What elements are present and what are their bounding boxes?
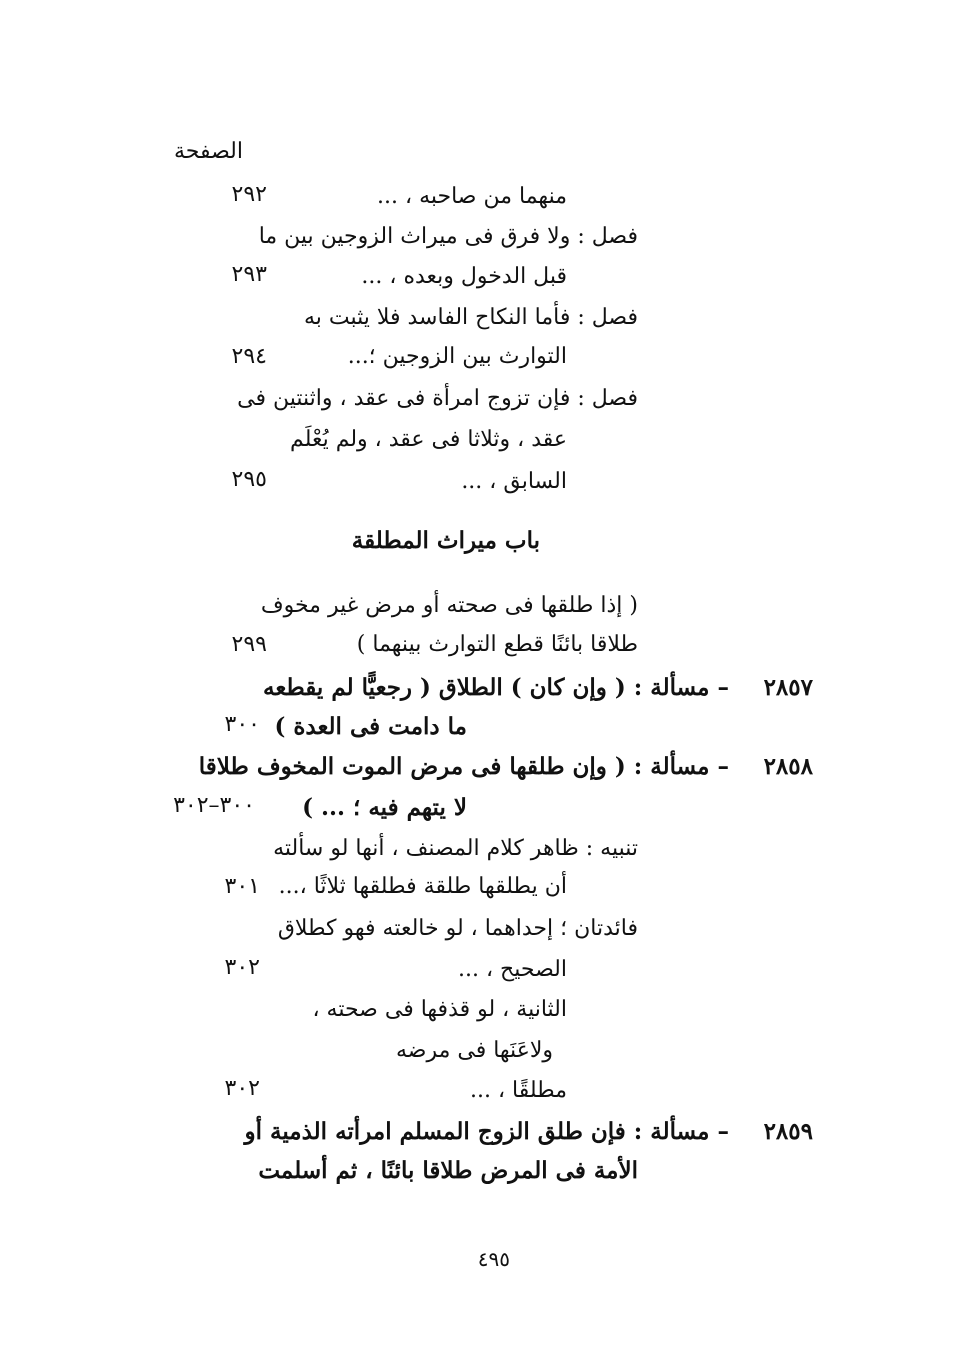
entry-text: ( إذا طلقها فى صحته أو مرض غير مخوف: [260, 593, 638, 618]
entry-text: ما دامت فى العدة ): [274, 713, 467, 740]
entry-page: ٣٠١: [224, 874, 260, 899]
entry-page: ٢٩٩: [231, 632, 267, 657]
page-column-label: الصفحة: [173, 139, 243, 164]
entry-text: لا يتهم فيه ؛ ... ): [302, 794, 467, 821]
entry-text: فائدتان ؛ إحداهما ، لو خالعته فهو كطلاق: [277, 916, 638, 941]
entry-page: ٢٩٤: [231, 344, 267, 369]
entry-text: تنبيه : ظاهر كلام المصنف ، أنها لو سألته: [273, 836, 638, 861]
entry-text: طلاقا بائنًا قطع التوارث بينهما ): [356, 632, 638, 657]
section-heading: باب ميراث المطلقة: [351, 527, 540, 554]
entry-text: عقد ، وثلاثا فى عقد ، ولم يُعْلَم: [290, 427, 567, 452]
entry-page: ٣٠٠: [224, 712, 260, 737]
entry-text: – مسألة : ( وإن كان ) الطلاق ( رجعيًّا لم يقطعه: [263, 674, 729, 701]
entry-page: ٣٠٢: [224, 1076, 260, 1101]
entry-text: مطلقًا ، ...: [469, 1078, 567, 1103]
entry-text: السابق ، ...: [461, 469, 567, 494]
entry-page: ٢٩٢: [231, 182, 267, 207]
entry-text: الثانية ، لو قذفها فى صحته ،: [312, 997, 567, 1022]
entry-text: أن يطلقها طلقة فطلقها ثلاثًا ،...: [278, 874, 567, 899]
page-number: ٤٩٥: [477, 1247, 510, 1271]
entry-number: ٢٨٥٨: [763, 753, 813, 780]
entry-text: قبل الدخول وبعده ، ...: [361, 264, 567, 289]
entry-text: – مسألة : فإن طلق الزوج المسلم امرأته الذمية أو: [244, 1118, 729, 1145]
entry-text: منهما من صاحبه ، ...: [377, 184, 567, 209]
entry-page: ٢٩٥: [231, 467, 267, 492]
entry-text: فصل : ولا فرق فى ميراث الزوجين بين ما: [258, 224, 638, 249]
entry-page: ٣٠٠–٣٠٢: [173, 793, 255, 818]
entry-page: ٢٩٣: [231, 262, 267, 287]
entry-text: الأمة فى المرض طلاقا بائنًا ، ثم أسلمت: [258, 1157, 638, 1184]
entry-text: الصحيح ، ...: [457, 957, 567, 982]
entry-text: فصل : فإن تزوج امرأة فى عقد ، واثنتين فى: [237, 386, 638, 411]
entry-text: التوارث بين الزوجين ؛...: [347, 344, 567, 369]
entry-number: ٢٨٥٩: [763, 1118, 813, 1145]
entry-number: ٢٨٥٧: [763, 674, 813, 701]
entry-text: – مسألة : ( وإن طلقها فى مرض الموت المخوف طلاقا: [198, 753, 729, 780]
entry-page: ٣٠٢: [224, 955, 260, 980]
entry-text: فصل : فأما النكاح الفاسد فلا يثبت به: [303, 305, 638, 330]
entry-text: ولاعَنَها فى مرضه: [395, 1038, 553, 1063]
